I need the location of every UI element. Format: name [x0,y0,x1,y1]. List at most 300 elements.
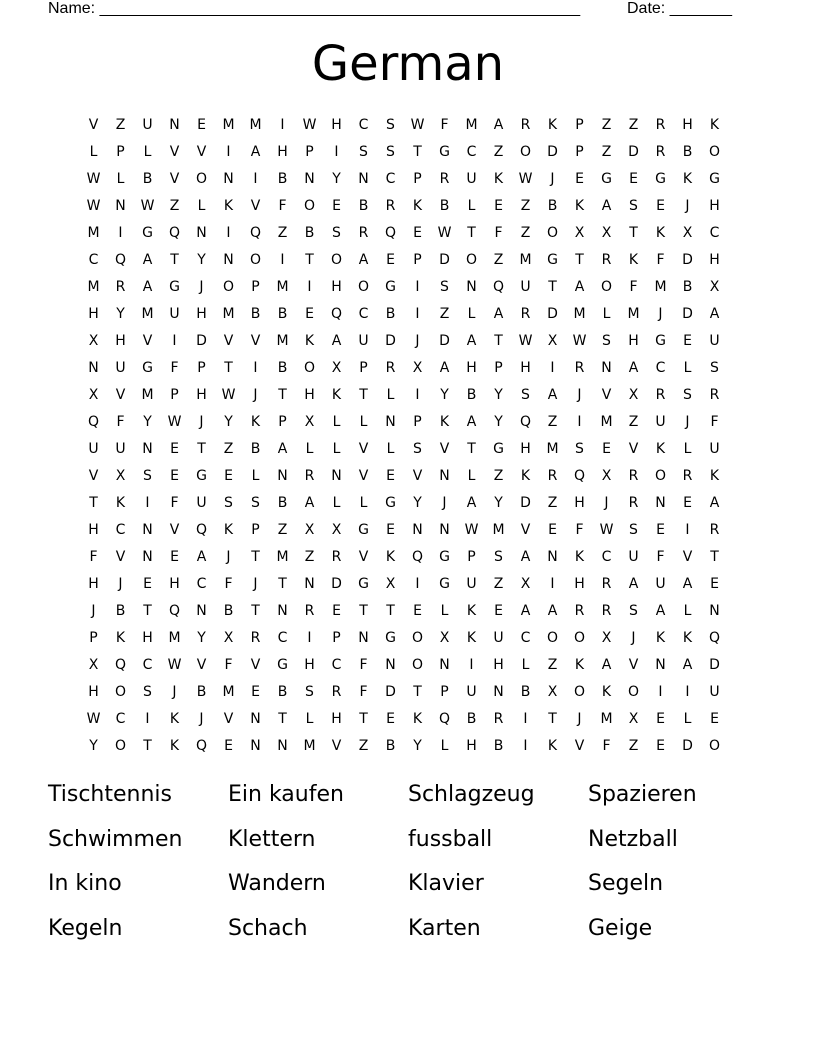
grid-letter[interactable]: G [358,522,369,538]
grid-letter[interactable]: V [628,441,639,457]
grid-letter[interactable]: L [89,144,98,160]
grid-letter[interactable]: K [682,630,693,646]
grid-letter[interactable]: O [600,279,613,295]
grid-letter[interactable]: Q [384,225,397,241]
grid-letter[interactable]: K [574,657,585,673]
grid-letter[interactable]: K [709,117,720,133]
grid-letter[interactable]: U [196,495,207,511]
grid-letter[interactable]: A [439,360,450,376]
grid-letter[interactable]: H [709,252,720,268]
grid-letter[interactable]: E [170,441,179,457]
grid-letter[interactable]: T [386,603,395,619]
grid-letter[interactable]: V [169,522,180,538]
grid-letter[interactable]: Y [332,171,341,187]
grid-letter[interactable]: K [493,171,504,187]
grid-letter[interactable]: R [601,252,612,268]
grid-letter[interactable]: F [359,684,368,700]
grid-letter[interactable]: Z [628,738,639,754]
grid-letter[interactable]: P [413,252,422,268]
grid-letter[interactable]: X [601,630,612,646]
grid-letter[interactable]: S [683,387,692,403]
grid-letter[interactable]: H [331,279,342,295]
grid-letter[interactable]: B [277,360,288,376]
grid-letter[interactable]: A [601,657,612,673]
grid-letter[interactable]: T [89,495,98,511]
grid-letter[interactable]: H [466,360,477,376]
grid-letter[interactable]: Z [547,657,558,673]
grid-letter[interactable]: C [466,144,477,160]
grid-letter[interactable]: Q [519,414,532,430]
grid-letter[interactable]: P [89,630,98,646]
grid-letter[interactable]: V [628,657,639,673]
grid-letter[interactable]: M [573,306,586,322]
grid-letter[interactable]: G [142,360,153,376]
grid-letter[interactable]: B [439,198,450,214]
grid-letter[interactable]: G [142,225,153,241]
grid-letter[interactable]: S [440,279,449,295]
grid-letter[interactable]: H [574,495,585,511]
grid-letter[interactable]: H [331,711,342,727]
grid-letter[interactable]: B [277,684,288,700]
grid-letter[interactable]: T [143,603,152,619]
grid-letter[interactable]: O [573,630,586,646]
grid-letter[interactable]: W [167,657,182,673]
grid-letter[interactable]: W [518,333,533,349]
grid-letter[interactable]: X [628,711,639,727]
grid-letter[interactable]: X [385,576,396,592]
grid-letter[interactable]: I [307,630,312,646]
grid-letter[interactable]: Q [708,630,721,646]
grid-letter[interactable]: S [332,225,341,241]
grid-letter[interactable]: L [521,657,530,673]
grid-letter[interactable]: J [577,711,582,727]
grid-letter[interactable]: N [277,603,288,619]
grid-letter[interactable]: J [91,603,96,619]
grid-letter[interactable]: H [520,360,531,376]
grid-letter[interactable]: F [440,117,449,133]
grid-letter[interactable]: F [494,225,503,241]
grid-letter[interactable]: O [654,468,667,484]
grid-letter[interactable]: N [142,522,153,538]
grid-letter[interactable]: V [520,522,531,538]
grid-letter[interactable]: U [466,684,477,700]
grid-letter[interactable]: I [226,144,231,160]
grid-letter[interactable]: Z [169,198,180,214]
grid-letter[interactable]: M [600,414,613,430]
grid-letter[interactable]: M [546,441,559,457]
grid-letter[interactable]: L [683,360,692,376]
grid-letter[interactable]: C [358,117,369,133]
grid-letter[interactable]: V [142,333,153,349]
grid-letter[interactable]: K [466,630,477,646]
grid-letter[interactable]: H [115,333,126,349]
grid-letter[interactable]: B [493,738,504,754]
grid-letter[interactable]: C [142,657,153,673]
grid-letter[interactable]: R [628,495,639,511]
grid-letter[interactable]: W [410,117,425,133]
grid-letter[interactable]: M [87,279,100,295]
grid-letter[interactable]: T [629,225,638,241]
grid-letter[interactable]: A [682,576,693,592]
grid-letter[interactable]: H [520,441,531,457]
grid-letter[interactable]: I [145,495,150,511]
grid-letter[interactable]: T [359,387,368,403]
grid-letter[interactable]: V [358,468,369,484]
grid-letter[interactable]: Z [628,414,639,430]
grid-letter[interactable]: E [602,441,611,457]
grid-letter[interactable]: V [88,117,99,133]
grid-letter[interactable]: H [277,144,288,160]
grid-letter[interactable]: S [629,198,638,214]
grid-letter[interactable]: R [655,144,666,160]
grid-letter[interactable]: Z [493,144,504,160]
grid-letter[interactable]: L [197,198,206,214]
grid-letter[interactable]: A [142,252,153,268]
grid-letter[interactable]: P [575,117,584,133]
grid-letter[interactable]: O [411,657,424,673]
grid-letter[interactable]: K [628,252,639,268]
grid-letter[interactable]: R [250,630,261,646]
grid-letter[interactable]: T [278,711,287,727]
grid-letter[interactable]: X [412,360,423,376]
grid-letter[interactable]: M [168,630,181,646]
grid-letter[interactable]: A [358,252,369,268]
grid-letter[interactable]: G [439,549,450,565]
grid-letter[interactable]: K [115,495,126,511]
grid-letter[interactable]: S [143,468,152,484]
grid-letter[interactable]: A [196,549,207,565]
grid-letter[interactable]: K [412,711,423,727]
grid-letter[interactable]: Y [89,738,98,754]
grid-letter[interactable]: C [520,630,531,646]
grid-letter[interactable]: Q [168,603,181,619]
grid-letter[interactable]: M [141,306,154,322]
grid-letter[interactable]: R [574,360,585,376]
grid-letter[interactable]: P [278,414,287,430]
grid-letter[interactable]: T [278,576,287,592]
grid-letter[interactable]: V [412,468,423,484]
grid-letter[interactable]: O [546,630,559,646]
grid-letter[interactable]: Y [494,387,503,403]
grid-letter[interactable]: S [359,144,368,160]
grid-letter[interactable]: M [276,333,289,349]
grid-letter[interactable]: Y [143,414,152,430]
grid-letter[interactable]: F [116,414,125,430]
grid-letter[interactable]: C [385,171,396,187]
grid-letter[interactable]: D [682,306,693,322]
grid-letter[interactable]: N [385,414,396,430]
grid-letter[interactable]: J [604,495,609,511]
grid-letter[interactable]: E [629,171,638,187]
grid-letter[interactable]: R [331,684,342,700]
grid-letter[interactable]: R [385,198,396,214]
grid-letter[interactable]: R [628,468,639,484]
grid-letter[interactable]: T [251,603,260,619]
grid-letter[interactable]: R [682,468,693,484]
grid-letter[interactable]: N [169,117,180,133]
grid-letter[interactable]: U [466,576,477,592]
grid-letter[interactable]: M [141,387,154,403]
grid-letter[interactable]: P [170,387,179,403]
grid-letter[interactable]: I [226,225,231,241]
grid-letter[interactable]: K [169,738,180,754]
grid-letter[interactable]: S [386,117,395,133]
grid-letter[interactable]: X [223,630,234,646]
grid-letter[interactable]: N [385,657,396,673]
grid-letter[interactable]: Z [601,144,612,160]
grid-letter[interactable]: O [330,252,343,268]
grid-letter[interactable]: T [251,549,260,565]
grid-letter[interactable]: B [277,171,288,187]
grid-letter[interactable]: G [493,441,504,457]
grid-letter[interactable]: K [547,738,558,754]
grid-letter[interactable]: M [465,117,478,133]
grid-letter[interactable]: A [304,495,315,511]
grid-letter[interactable]: I [280,117,285,133]
grid-letter[interactable]: K [466,603,477,619]
grid-letter[interactable]: T [710,549,719,565]
grid-letter[interactable]: M [276,279,289,295]
grid-letter[interactable]: H [628,333,639,349]
grid-letter[interactable]: X [88,387,99,403]
grid-letter[interactable]: C [115,711,126,727]
grid-letter[interactable]: A [250,144,261,160]
grid-letter[interactable]: T [494,333,503,349]
grid-letter[interactable]: E [575,171,584,187]
grid-letter[interactable]: Z [223,441,234,457]
grid-letter[interactable]: J [226,549,231,565]
grid-letter[interactable]: W [464,522,479,538]
grid-letter[interactable]: A [466,414,477,430]
grid-letter[interactable]: S [575,441,584,457]
grid-letter[interactable]: L [305,441,314,457]
grid-letter[interactable]: E [710,576,719,592]
grid-letter[interactable]: I [415,306,420,322]
grid-letter[interactable]: B [466,711,477,727]
grid-letter[interactable]: B [250,441,261,457]
grid-letter[interactable]: D [628,144,639,160]
grid-letter[interactable]: P [575,144,584,160]
grid-letter[interactable]: A [709,495,720,511]
grid-letter[interactable]: G [385,495,396,511]
grid-letter[interactable]: B [250,306,261,322]
grid-letter[interactable]: A [277,441,288,457]
grid-letter[interactable]: J [685,414,690,430]
grid-letter[interactable]: N [223,252,234,268]
grid-letter[interactable]: S [224,495,233,511]
grid-letter[interactable]: W [437,225,452,241]
grid-letter[interactable]: E [386,252,395,268]
grid-letter[interactable]: S [629,603,638,619]
grid-letter[interactable]: L [683,441,692,457]
grid-letter[interactable]: G [439,144,450,160]
grid-letter[interactable]: H [304,387,315,403]
grid-letter[interactable]: H [142,630,153,646]
grid-letter[interactable]: W [86,711,101,727]
grid-letter[interactable]: R [331,549,342,565]
date-field[interactable]: Date: _______ [627,0,732,17]
grid-letter[interactable]: O [708,144,721,160]
grid-letter[interactable]: H [304,657,315,673]
grid-letter[interactable]: A [709,306,720,322]
grid-letter[interactable]: E [170,468,179,484]
grid-letter[interactable]: T [413,144,422,160]
grid-letter[interactable]: T [467,441,476,457]
grid-letter[interactable]: S [521,387,530,403]
grid-letter[interactable]: R [574,603,585,619]
grid-letter[interactable]: K [682,171,693,187]
grid-letter[interactable]: V [574,738,585,754]
grid-letter[interactable]: L [683,711,692,727]
grid-letter[interactable]: R [385,360,396,376]
grid-letter[interactable]: P [251,279,260,295]
grid-letter[interactable]: U [520,279,531,295]
grid-letter[interactable]: X [115,468,126,484]
grid-letter[interactable]: E [170,549,179,565]
grid-letter[interactable]: R [655,117,666,133]
grid-letter[interactable]: Q [195,522,208,538]
grid-letter[interactable]: I [334,144,339,160]
grid-letter[interactable]: R [115,279,126,295]
grid-letter[interactable]: K [655,225,666,241]
grid-letter[interactable]: G [169,279,180,295]
grid-letter[interactable]: N [439,657,450,673]
grid-letter[interactable]: X [601,225,612,241]
grid-letter[interactable]: B [682,279,693,295]
grid-letter[interactable]: K [655,441,666,457]
grid-letter[interactable]: K [385,549,396,565]
grid-letter[interactable]: B [385,306,396,322]
name-field[interactable]: Name: ______________________________________________________ [48,0,581,17]
grid-letter[interactable]: D [439,252,450,268]
grid-letter[interactable]: N [196,603,207,619]
grid-letter[interactable]: J [577,387,582,403]
grid-letter[interactable]: N [601,360,612,376]
grid-letter[interactable]: I [253,171,258,187]
grid-letter[interactable]: Q [114,252,127,268]
grid-letter[interactable]: I [307,279,312,295]
grid-letter[interactable]: A [682,657,693,673]
grid-letter[interactable]: F [170,360,179,376]
grid-letter[interactable]: Y [413,738,422,754]
grid-letter[interactable]: P [413,414,422,430]
grid-letter[interactable]: B [142,171,153,187]
grid-letter[interactable]: N [547,549,558,565]
grid-letter[interactable]: J [118,576,123,592]
grid-letter[interactable]: M [222,684,235,700]
grid-letter[interactable]: Y [116,306,125,322]
grid-letter[interactable]: U [142,117,153,133]
grid-letter[interactable]: J [199,414,204,430]
grid-letter[interactable]: P [467,549,476,565]
grid-letter[interactable]: P [116,144,125,160]
grid-letter[interactable]: F [710,414,719,430]
grid-letter[interactable]: W [86,171,101,187]
grid-letter[interactable]: O [249,252,262,268]
grid-letter[interactable]: I [550,360,555,376]
grid-letter[interactable]: F [575,522,584,538]
grid-letter[interactable]: V [115,387,126,403]
grid-letter[interactable]: I [685,522,690,538]
grid-letter[interactable]: A [466,333,477,349]
grid-letter[interactable]: I [577,414,582,430]
grid-letter[interactable]: P [359,360,368,376]
grid-letter[interactable]: T [548,279,557,295]
grid-letter[interactable]: F [359,657,368,673]
grid-letter[interactable]: U [88,441,99,457]
grid-letter[interactable]: K [304,333,315,349]
grid-letter[interactable]: D [439,333,450,349]
grid-letter[interactable]: P [305,144,314,160]
grid-letter[interactable]: B [358,198,369,214]
grid-letter[interactable]: L [467,306,476,322]
grid-letter[interactable]: X [520,576,531,592]
grid-letter[interactable]: L [683,603,692,619]
grid-letter[interactable]: R [493,711,504,727]
grid-letter[interactable]: U [493,630,504,646]
grid-letter[interactable]: M [303,738,316,754]
grid-letter[interactable]: N [250,711,261,727]
grid-letter[interactable]: K [601,684,612,700]
grid-letter[interactable]: R [709,387,720,403]
grid-letter[interactable]: B [547,198,558,214]
grid-letter[interactable]: T [197,441,206,457]
grid-letter[interactable]: X [331,522,342,538]
grid-letter[interactable]: D [385,684,396,700]
grid-letter[interactable]: S [629,522,638,538]
grid-letter[interactable]: F [89,549,98,565]
grid-letter[interactable]: A [601,198,612,214]
grid-letter[interactable]: Z [520,198,531,214]
grid-letter[interactable]: R [304,468,315,484]
grid-letter[interactable]: O [195,171,208,187]
grid-letter[interactable]: R [304,603,315,619]
grid-letter[interactable]: O [303,198,316,214]
grid-letter[interactable]: L [440,738,449,754]
grid-letter[interactable]: W [86,198,101,214]
grid-letter[interactable]: I [415,576,420,592]
grid-letter[interactable]: E [548,522,557,538]
grid-letter[interactable]: E [143,576,152,592]
grid-letter[interactable]: E [494,603,503,619]
grid-letter[interactable]: I [253,360,258,376]
grid-letter[interactable]: L [143,144,152,160]
grid-letter[interactable]: Z [493,576,504,592]
grid-letter[interactable]: J [685,198,690,214]
grid-letter[interactable]: H [88,684,99,700]
grid-letter[interactable]: K [709,468,720,484]
grid-letter[interactable]: V [439,441,450,457]
grid-letter[interactable]: T [359,603,368,619]
grid-letter[interactable]: F [602,738,611,754]
grid-letter[interactable]: W [221,387,236,403]
grid-letter[interactable]: T [359,711,368,727]
grid-letter[interactable]: E [656,522,665,538]
grid-letter[interactable]: U [169,306,180,322]
grid-letter[interactable]: R [439,171,450,187]
grid-letter[interactable]: A [520,603,531,619]
grid-letter[interactable]: D [682,252,693,268]
grid-letter[interactable]: B [277,306,288,322]
grid-letter[interactable]: C [358,306,369,322]
grid-letter[interactable]: Z [277,522,288,538]
grid-letter[interactable]: N [277,738,288,754]
grid-letter[interactable]: O [114,684,127,700]
grid-letter[interactable]: X [628,387,639,403]
grid-letter[interactable]: I [685,684,690,700]
grid-letter[interactable]: H [709,198,720,214]
grid-letter[interactable]: C [277,630,288,646]
